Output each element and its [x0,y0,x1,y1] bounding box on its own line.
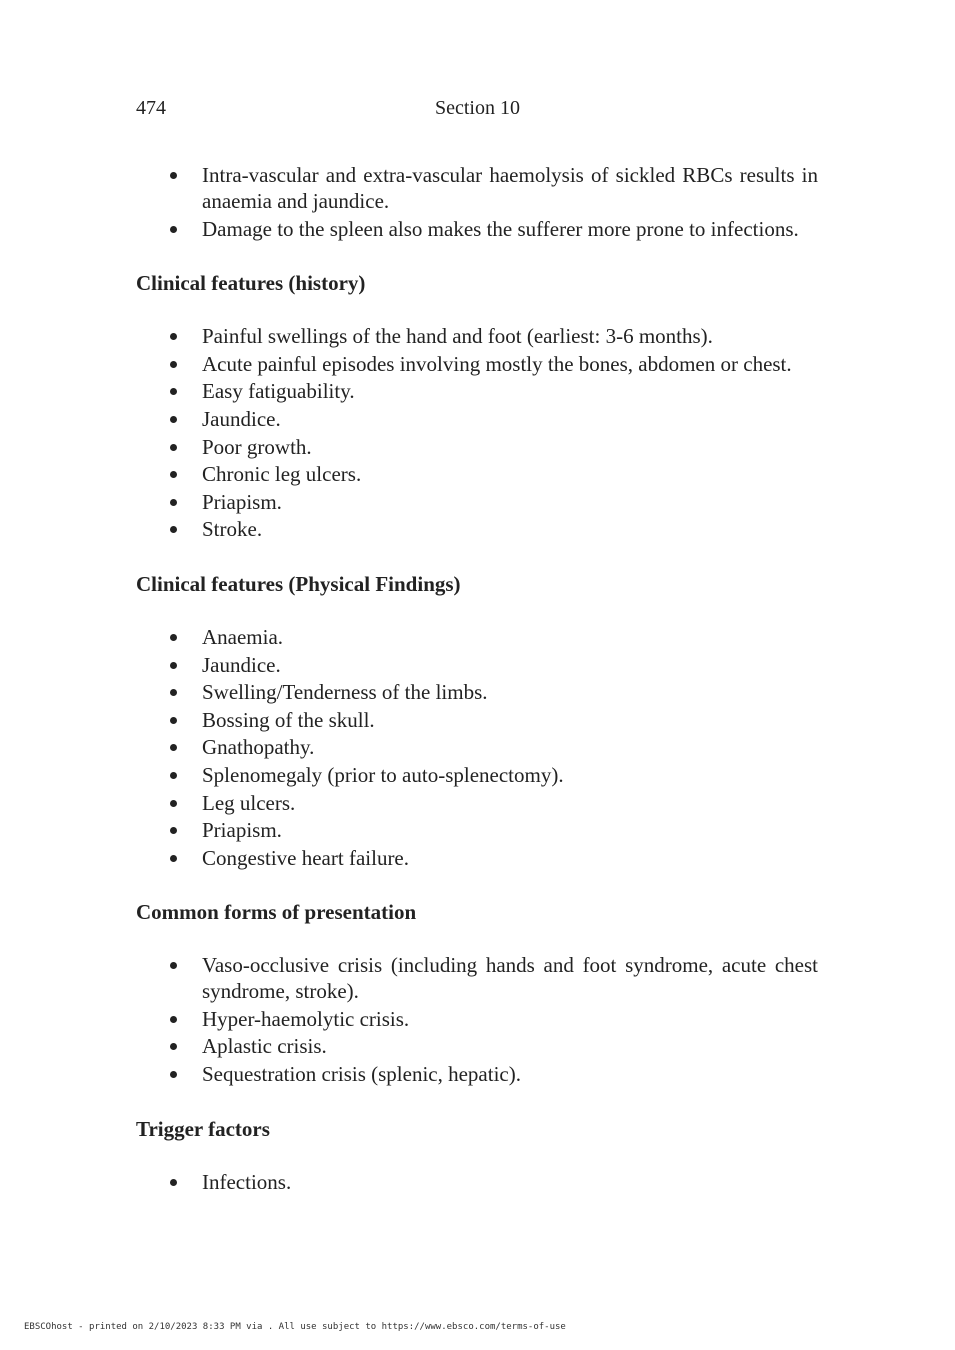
list-item: Damage to the spleen also makes the sufferer more prone to infections. [136,216,818,242]
section-heading-physical-findings: Clinical features (Physical Findings) [136,571,461,596]
physical-findings-bullet-list [136,624,818,871]
list-item: Jaundice. [136,406,818,432]
list-item: Priapism. [136,489,818,515]
page-number: 474 [136,97,166,119]
bullet-icon [170,444,177,451]
bullet-icon [170,662,177,669]
presentation-bullet-list [136,952,818,1087]
bullet-icon [170,827,177,834]
list-item: Hyper-haemolytic crisis. [136,1006,818,1032]
list-item: Chronic leg ulcers. [136,461,818,487]
history-bullet-list [136,323,818,542]
bullet-icon [170,634,177,641]
bullet-icon [170,526,177,533]
running-head: Section 10 [435,97,520,119]
bullet-icon [170,416,177,423]
list-item: Leg ulcers. [136,790,818,816]
list-item: Intra-vascular and extra-vascular haemolysis of sickled RBCs results in anaemia and jaundice. [136,162,818,214]
list-item: Swelling/Tenderness of the limbs. [136,679,818,705]
bullet-icon [170,172,177,179]
page-content [136,162,818,1196]
bullet-icon [170,499,177,506]
list-item: Gnathopathy. [136,734,818,760]
list-item: Splenomegaly (prior to auto-splenectomy). [136,762,818,788]
list-item: Easy fatiguability. [136,378,818,404]
section-heading-trigger-factors: Trigger factors [136,1116,270,1141]
list-item: Anaemia. [136,624,818,650]
list-item: Infections. [136,1169,818,1195]
list-item: Priapism. [136,817,818,843]
list-item: Congestive heart failure. [136,845,818,871]
list-item: Acute painful episodes involving mostly the bones, abdomen or chest. [136,351,818,377]
list-item: Bossing of the skull. [136,707,818,733]
bullet-icon [170,800,177,807]
bullet-icon [170,333,177,340]
list-item: Jaundice. [136,652,818,678]
bullet-icon [170,1179,177,1186]
bullet-icon [170,361,177,368]
bullet-icon [170,962,177,969]
list-item: Painful swellings of the hand and foot (earliest: 3-6 months). [136,323,818,349]
bullet-icon [170,388,177,395]
trigger-factors-bullet-list [136,1169,818,1195]
bullet-icon [170,1016,177,1023]
bullet-icon [170,1043,177,1050]
print-footer: EBSCOhost - printed on 2/10/2023 8:33 PM via . All use subject to https://www.ebsco.com/terms-of-use [24,1322,566,1332]
bullet-icon [170,855,177,862]
section-heading-history: Clinical features (history) [136,271,366,296]
list-item: Aplastic crisis. [136,1033,818,1059]
list-item: Vaso-occlusive crisis (including hands and foot syndrome, acute chest syndrome, stroke). [136,952,818,1004]
bullet-icon [170,471,177,478]
section-heading-presentation: Common forms of presentation [136,900,417,925]
bullet-icon [170,744,177,751]
list-item: Sequestration crisis (splenic, hepatic). [136,1061,818,1087]
list-item: Poor growth. [136,434,818,460]
bullet-icon [170,772,177,779]
bullet-icon [170,1071,177,1078]
bullet-icon [170,689,177,696]
intro-bullet-list [136,162,818,242]
bullet-icon [170,717,177,724]
bullet-icon [170,226,177,233]
list-item: Stroke. [136,516,818,542]
